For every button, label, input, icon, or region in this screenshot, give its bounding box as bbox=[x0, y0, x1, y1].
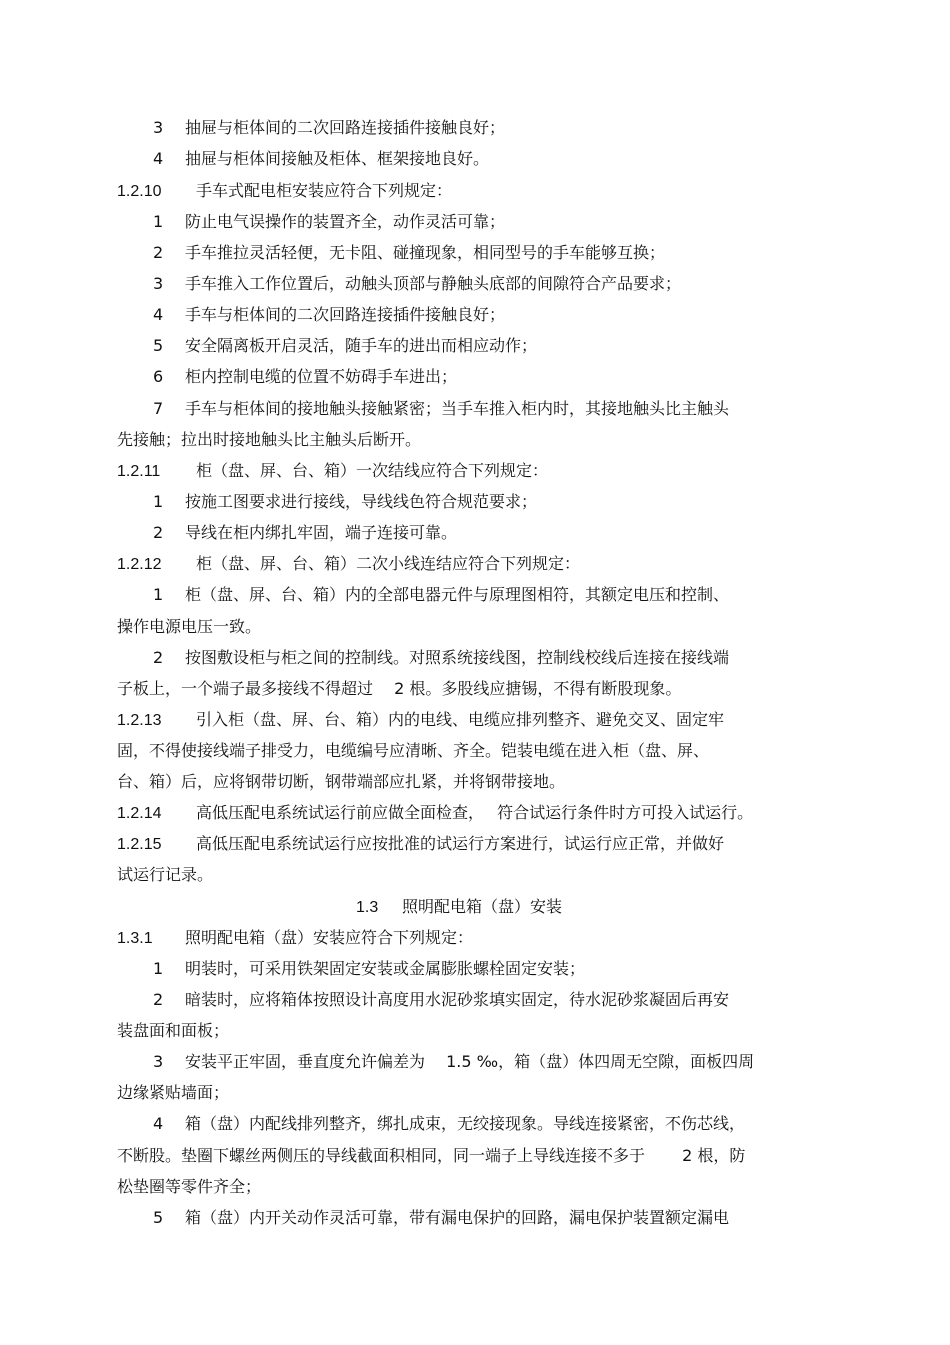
list-item: 4 抽屉与柜体间接触及柜体、框架接地良好。 bbox=[153, 149, 490, 168]
section-title: 1.3 照明配电箱（盘）安装 bbox=[356, 897, 563, 916]
list-item: 1 柜（盘、屏、台、箱）内的全部电器元件与原理图相符，其额定电压和控制、 bbox=[153, 585, 730, 604]
section-heading: 1.2.12 柜（盘、屏、台、箱）二次小线连结应符合下列规定： bbox=[117, 554, 581, 573]
list-item: 3 安装平正牢固，垂直度允许偏差为 1.5 ‰，箱（盘）体四周无空隙，面板四周 bbox=[153, 1052, 755, 1071]
list-item: 2 导线在柜内绑扎牢固，端子连接可靠。 bbox=[153, 523, 458, 542]
list-item-continuation: 先接触；拉出时接地触头比主触头后断开。 bbox=[117, 430, 422, 449]
list-item: 2 手车推拉灵活轻便，无卡阻、碰撞现象，相同型号的手车能够互换； bbox=[153, 243, 666, 262]
paragraph-continuation: 试运行记录。 bbox=[117, 865, 214, 884]
list-item-continuation: 边缘紧贴墙面； bbox=[117, 1083, 230, 1102]
list-item: 4 箱（盘）内配线排列整齐，绑扎成束，无绞接现象。导线连接紧密，不伤芯线， bbox=[153, 1114, 746, 1133]
list-item-continuation: 装盘面和面板； bbox=[117, 1021, 230, 1040]
list-item: 3 抽屉与柜体间的二次回路连接插件接触良好； bbox=[153, 118, 506, 137]
paragraph-continuation: 台、箱）后，应将钢带切断，钢带端部应扎紧，并将钢带接地。 bbox=[117, 772, 566, 791]
list-item: 4 手车与柜体间的二次回路连接插件接触良好； bbox=[153, 305, 506, 324]
section-heading: 1.2.11 柜（盘、屏、台、箱）一次结线应符合下列规定： bbox=[117, 461, 549, 480]
list-item: 3 手车推入工作位置后，动触头顶部与静触头底部的间隙符合产品要求； bbox=[153, 274, 682, 293]
list-item-continuation: 松垫圈等零件齐全； bbox=[117, 1177, 262, 1196]
list-item-continuation: 操作电源电压一致。 bbox=[117, 617, 262, 636]
list-item: 5 安全隔离板开启灵活，随手车的进出而相应动作； bbox=[153, 336, 538, 355]
list-item: 2 暗装时，应将箱体按照设计高度用水泥砂浆填实固定，待水泥砂浆凝固后再安 bbox=[153, 990, 730, 1009]
list-item: 7 手车与柜体间的接地触头接触紧密；当手车推入柜内时，其接地触头比主触头 bbox=[153, 399, 730, 418]
list-item-continuation: 子板上，一个端子最多接线不得超过 2 根。多股线应搪锡，不得有断股现象。 bbox=[117, 679, 682, 698]
section-heading: 1.2.10 手车式配电柜安装应符合下列规定： bbox=[117, 181, 453, 200]
list-item-continuation: 不断股。垫圈下螺丝两侧压的导线截面积相同，同一端子上导线连接不多于 2 根，防 bbox=[117, 1146, 746, 1165]
list-item: 6 柜内控制电缆的位置不妨碍手车进出； bbox=[153, 367, 458, 386]
section-heading: 1.2.13 引入柜（盘、屏、台、箱）内的电线、电缆应排列整齐、避免交叉、固定牢 bbox=[117, 710, 725, 729]
section-heading: 1.2.14 高低压配电系统试运行前应做全面检查， 符合试运行条件时方可投入试运行。 bbox=[117, 803, 754, 822]
section-heading: 1.3.1 照明配电箱（盘）安装应符合下列规定： bbox=[117, 928, 474, 947]
list-item: 2 按图敷设柜与柜之间的控制线。对照系统接线图，控制线校线后连接在接线端 bbox=[153, 648, 730, 667]
section-heading: 1.2.15 高低压配电系统试运行应按批准的试运行方案进行，试运行应正常，并做好 bbox=[117, 834, 725, 853]
paragraph-continuation: 固，不得使接线端子排受力，电缆编号应清晰、齐全。铠装电缆在进入柜（盘、屏、 bbox=[117, 741, 710, 760]
list-item: 1 明装时，可采用铁架固定安装或金属膨胀螺栓固定安装； bbox=[153, 959, 586, 978]
list-item: 1 防止电气误操作的装置齐全，动作灵活可靠； bbox=[153, 212, 506, 231]
list-item: 5 箱（盘）内开关动作灵活可靠，带有漏电保护的回路，漏电保护装置额定漏电 bbox=[153, 1208, 730, 1227]
list-item: 1 按施工图要求进行接线，导线线色符合规范要求； bbox=[153, 492, 538, 511]
